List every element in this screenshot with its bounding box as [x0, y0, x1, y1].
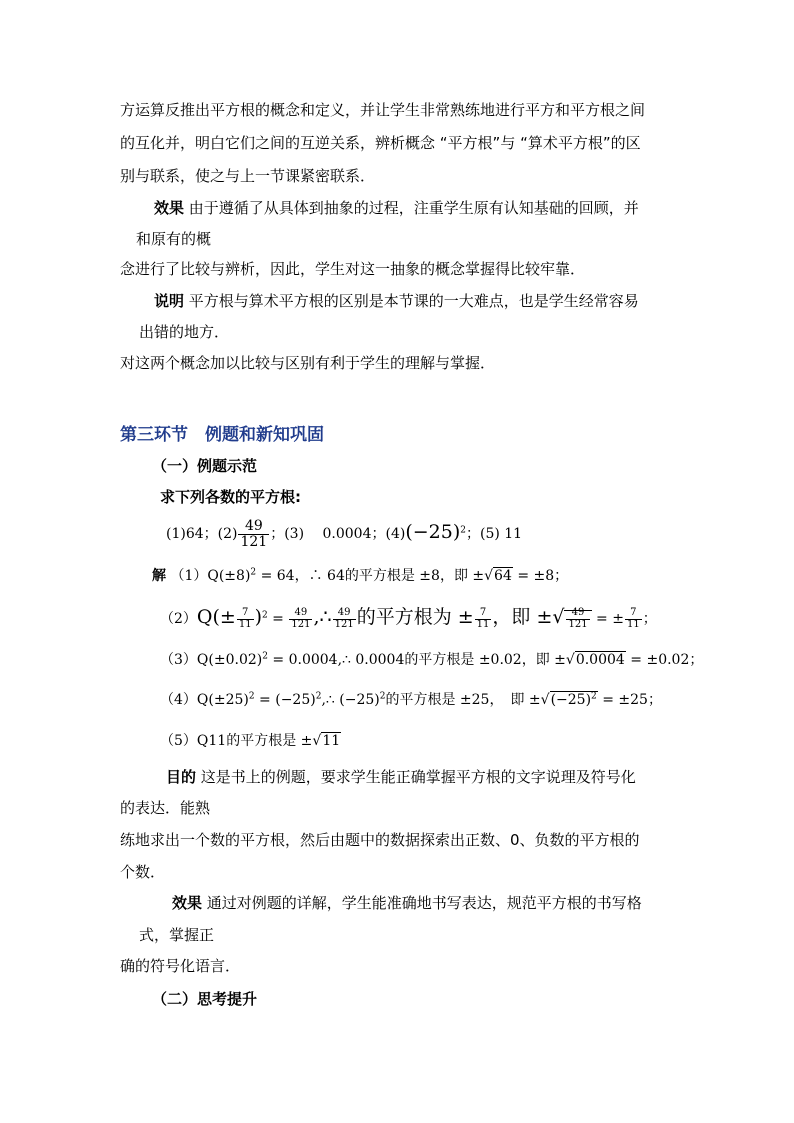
- paragraph-line: 对这两个概念加以比较与区别有利于学生的理解与掌握．: [120, 354, 496, 372]
- solution-line-3: $(3)Q(\pm 0.02)^2$ = 0.0004,∴ 0.0004的平方根是 ±0.02，即 ±√0.0004 = ±0.02；: [160, 651, 704, 668]
- subsection-title: （一）例题示范: [152, 457, 258, 475]
- task-text: 求下列各数的平方根:: [160, 488, 301, 506]
- purpose-label: 目的: [166, 768, 197, 786]
- section-title: 第三环节 例题和新知巩固: [120, 425, 324, 445]
- fraction: $\frac{49}{121}$: [240, 517, 268, 550]
- effect-text: 由于遵循了从具体到抽象的过程，注重学生原有认知基础的回顾，并: [188, 199, 639, 217]
- note-label: 说明: [154, 292, 185, 310]
- solution-label: 解: [152, 568, 166, 584]
- paragraph-line: 式，掌握正: [139, 926, 215, 944]
- purpose-text: 这是书上的例题，要求学生能正确掌握平方根的文字说理及符号化: [200, 768, 636, 786]
- solution-line-5: （5）Q11的平方根是 ±√11: [160, 733, 341, 749]
- paragraph-line: 念进行了比较与辨析，因此，学生对这一抽象的概念掌握得比较牢靠．: [120, 260, 586, 278]
- paragraph-line: 别与联系，使之与上一节课紧密联系．: [120, 167, 376, 185]
- effect-label: 效果: [154, 199, 185, 217]
- effect-paragraph: [172, 893, 642, 913]
- note-paragraph: [154, 291, 639, 311]
- problem-text: ；(5) 11: [465, 526, 523, 542]
- solution-line-1: 解 $(1)Q(\pm 8)^2 = 64$，∴ 64的平方根是 ±8，即 ±√64 = ±8；: [152, 567, 569, 584]
- paragraph-line: 和原有的概: [136, 230, 212, 248]
- note-text: 平方根与算术平方根的区别是本节课的一大难点，也是学生经常容易: [188, 292, 639, 310]
- effect-label: 效果: [172, 894, 203, 912]
- effect-text: 通过对例题的详解，学生能准确地书写表达，规范平方根的书写格: [206, 894, 642, 912]
- paragraph-line: 方运算反推出平方根的概念和定义，并让学生非常熟练地进行平方和平方根之间: [120, 101, 646, 119]
- purpose-paragraph: [166, 767, 636, 787]
- paragraph-line: 的互化并，明白它们之间的互逆关系，辨析概念 “平方根”与 “算术平方根”的区: [120, 134, 641, 152]
- solution-line-2: （2）Q(± $\frac{7}{11}$ )$^2$ = $\frac{49}{121}$ ,∴ $\frac{49}{121}$ 的平方根为 ± $\frac{7}{11}$ ，即 ±√ $\frac{49}{121}$ = ± $\frac{7}{11}$ ；: [160, 606, 657, 630]
- subsection-title: （二）思考提升: [152, 990, 258, 1008]
- paragraph-line: 确的符号化语言．: [120, 957, 241, 975]
- paragraph-line: 个数．: [120, 863, 166, 881]
- solution-line-4: $(4)Q(\pm 25)^2$ = $(-25)^2,\therefore$ $(-25)^2$的平方根是 ±25， 即 $\pm√(-25)^2 = \pm 25$；: [160, 691, 662, 708]
- problem-list: (1)64；(2) $\frac{49}{121}$ ；(3) 0.0004；$(4)(-25)^2$；(5) 11: [166, 517, 523, 550]
- paragraph-line: 出错的地方．: [139, 323, 230, 341]
- paragraph-line: 练地求出一个数的平方根，然后由题中的数据探索出正数、0、负数的平方根的: [120, 831, 640, 849]
- problem-expression: (−25): [405, 521, 461, 543]
- paragraph-line: 的表达．能熟: [120, 799, 211, 817]
- problem-text: (1)64；(2): [166, 526, 238, 542]
- effect-paragraph: [154, 198, 639, 218]
- problem-text: ；(3) 0.0004；(4): [270, 526, 406, 542]
